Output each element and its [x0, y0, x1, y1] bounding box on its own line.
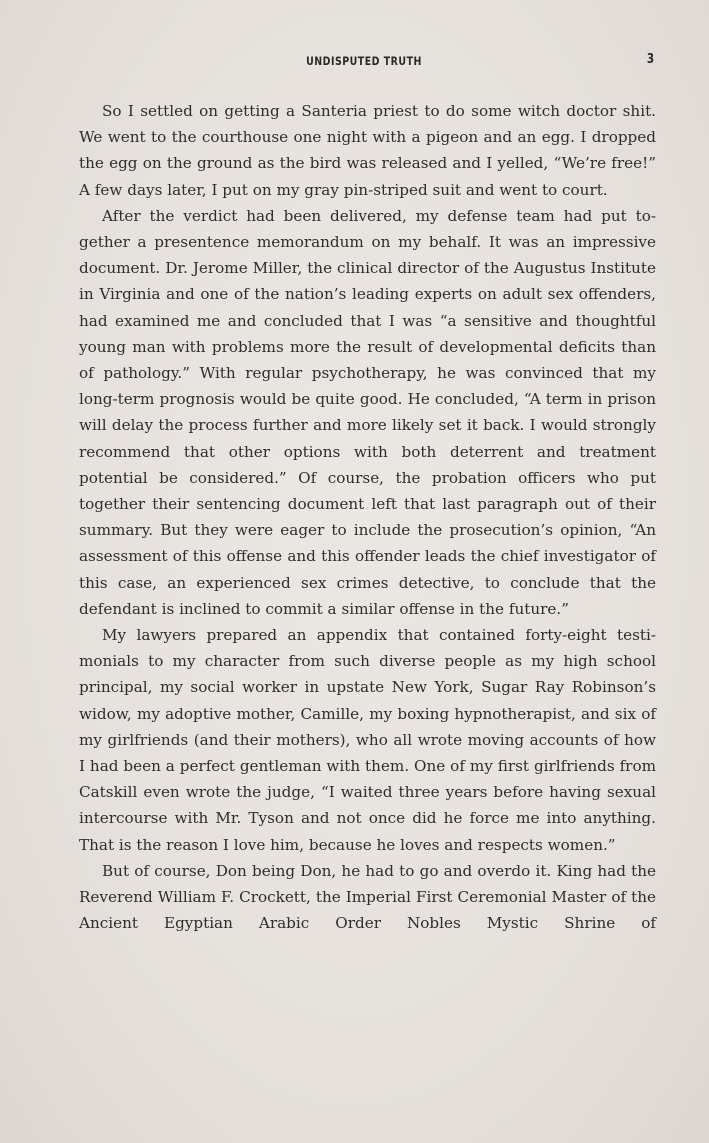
- running-head: [0, 52, 709, 72]
- page-number: 3: [646, 52, 655, 67]
- running-title: UNDISPUTED TRUTH: [306, 54, 422, 68]
- paragraph: So I settled on getting a Santeria priest to do some witch doctor shit. We went to the courthouse one night with a pigeon and an egg. I dropped the egg on the ground as the bird was released and I yelled, “We’re free!” A few days later, I put on my gray pin-striped suit and went to court.: [79, 102, 656, 199]
- paragraph: But of course, Don being Don, he had to go and overdo it. King had the Reverend William F. Crockett, the Imperial First Ceremonial Master of the Ancient Egyptian Arabic Order Nobles Mystic Shrine of: [79, 861, 656, 933]
- paragraph: My lawyers prepared an appendix that contained forty-eight testimonials to my character from such diverse people as my high school principal, my social worker in upstate New York, Sugar Ray Robinson’s widow, my adoptive mother, Camille, my boxing hypnotherapist, and six of my girlfriends (and their mothers), who all wrote moving accounts of how I had been a perfect gentleman with them. One of my first girlfriends from Catskill even wrote the judge, “I waited three years before having sexual intercourse with Mr. Tyson and not once did he force me into anything. That is the reason I love him, because he loves and respects women.”: [79, 626, 656, 854]
- body-text: [79, 98, 656, 937]
- paragraph: After the verdict had been delivered, my defense team had put together a presentence memorandum on my behalf. It was an impressive document. Dr. Jerome Miller, the clinical director of the Augustus Institute in Virginia and one of the nation’s leading experts on adult sex offenders, had examined me and concluded that I was “a sensitive and thoughtful young man with problems more the result of developmental deficits than of pathology.” With regular psychotherapy, he was convinced that my long-term prognosis would be quite good. He concluded, “A term in prison will delay the process further and more likely set it back. I would strongly recommend that other options with both deterrent and treatment potential be considered.” Of course, the probation officers who put together their sentencing document left that last paragraph out of their summary. But they were eager to include the prosecution’s opinion, “An assessment of this offense and this offender leads the chief investigator of this case, an experienced sex crimes detective, to conclude that the defendant is inclined to commit a similar offense in the future.”: [79, 206, 656, 618]
